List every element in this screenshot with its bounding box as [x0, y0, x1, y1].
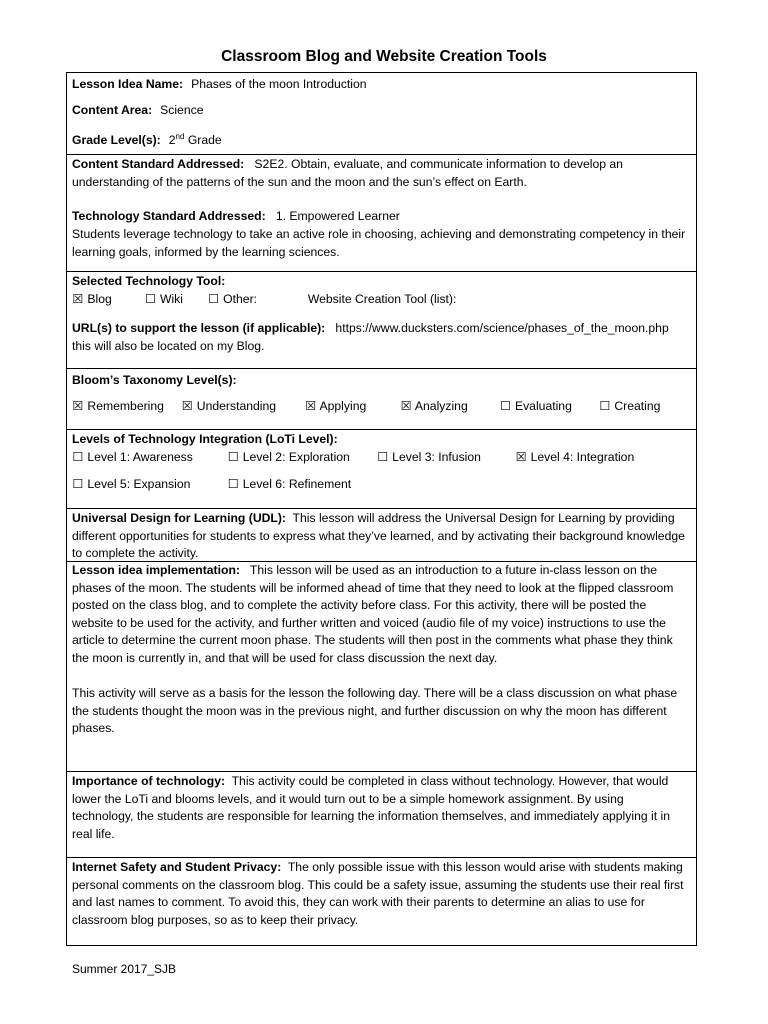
blooms-checkbox[interactable]: ☒	[305, 399, 317, 413]
loti-option-label: Level 1: Awareness	[87, 450, 193, 464]
content-area-value: Science	[160, 103, 204, 117]
footer: Summer 2017_SJB	[72, 962, 177, 976]
loti-checkbox[interactable]: ☐	[72, 450, 84, 464]
blooms-option-label: Creating	[614, 399, 661, 413]
standards-section	[67, 154, 696, 271]
tool-label	[72, 273, 225, 291]
grade-suffix: nd	[175, 132, 185, 141]
safety-value: The only possible issue with this lesson would arise with students making personal comments on the classroom blog. This could be a safety issue, assuming the students use their real first and last names to comment. To avoid this, they can work with their parents to determine an alias to use for classroom blog purposes, so as to keep their privacy.	[72, 860, 684, 927]
lesson-name-row	[72, 76, 367, 94]
blooms-label	[72, 372, 237, 390]
tool-label-text: Selected Technology Tool:	[72, 274, 226, 288]
loti-options-row-1	[72, 449, 634, 467]
content-area-label: Content Area:	[72, 103, 153, 117]
blooms-checkbox[interactable]: ☒	[72, 399, 84, 413]
url-note: this will also be located on my Blog.	[72, 339, 265, 353]
grade-number: 2	[168, 133, 176, 148]
safety-section	[67, 857, 696, 945]
implementation-text-2: This activity will serve as a basis for the lesson the following day. There will be a class discussion on what phase the students thought the moon was in the previous night, and further discussion on why the moon has different phases.	[72, 686, 678, 736]
blooms-checkbox[interactable]: ☐	[500, 399, 512, 413]
lesson-name-label: Lesson Idea Name:	[72, 77, 184, 91]
tool-section	[67, 271, 696, 368]
lesson-info-section	[67, 73, 696, 154]
loti-checkbox[interactable]: ☒	[515, 450, 527, 464]
blooms-checkbox[interactable]: ☐	[599, 399, 611, 413]
blooms-options-row	[72, 398, 660, 416]
loti-option-label: Level 5: Expansion	[87, 477, 191, 491]
blooms-option-label: Applying	[319, 399, 367, 413]
loti-option-label: Level 3: Infusion	[392, 450, 481, 464]
content-standard-label: Content Standard Addressed:	[72, 157, 245, 171]
loti-options-row-2	[72, 476, 351, 494]
loti-option-label: Level 2: Exploration	[242, 450, 350, 464]
other-checkbox[interactable]: ☐	[208, 292, 220, 306]
tech-standard-label: Technology Standard Addressed:	[72, 209, 266, 223]
loti-checkbox[interactable]: ☐	[227, 450, 239, 464]
content-area-row	[72, 102, 203, 120]
implementation-label: Lesson idea implementation:	[72, 563, 240, 577]
url-label: URL(s) to support the lesson (if applicable):	[72, 321, 326, 335]
importance-label: Importance of technology:	[72, 774, 226, 788]
loti-checkbox[interactable]: ☐	[227, 477, 239, 491]
loti-option-label: Level 4: Integration	[530, 450, 635, 464]
loti-checkbox[interactable]: ☐	[72, 477, 84, 491]
importance-text	[72, 773, 688, 843]
other-label: Other:	[223, 292, 258, 306]
blooms-label-text: Bloom’s Taxonomy Level(s):	[72, 373, 237, 387]
udl-section	[67, 508, 696, 561]
lesson-name-value: Phases of the moon Introduction	[191, 77, 367, 91]
blooms-checkbox[interactable]: ☒	[181, 399, 193, 413]
wiki-checkbox[interactable]: ☐	[145, 292, 157, 306]
safety-label: Internet Safety and Student Privacy:	[72, 860, 282, 874]
content-standard	[72, 156, 688, 191]
importance-value: This activity could be completed in class without technology. However, that would lower the LoTi and blooms levels, and it would turn out to be a simple homework assignment. By using technology, the students are responsible for learning the information themselves, and immediately applying it in real life.	[72, 774, 670, 841]
grade-word: Grade	[187, 133, 222, 148]
tech-standard-value: 1. Empowered Learner	[275, 209, 400, 223]
blooms-option-label: Remembering	[87, 399, 164, 413]
page-title: Classroom Blog and Website Creation Tools	[221, 48, 547, 65]
implementation-section	[67, 561, 696, 771]
udl-value: This lesson will address the Universal Design for Learning by providing different opportunities for students to express what they’ve learned, and by activating their background knowledge to complete the activity.	[72, 511, 685, 561]
blog-label: Blog	[87, 292, 112, 306]
loti-section	[67, 429, 696, 508]
importance-section	[67, 771, 696, 857]
website-tool-label: Website Creation Tool (list):	[307, 292, 457, 306]
tech-standard-description: Students leverage technology to take an active role in choosing, achieving and demonstrating competency in their learning goals, informed by the learning sciences.	[72, 227, 686, 259]
blooms-option-label: Evaluating	[514, 399, 572, 413]
loti-checkbox[interactable]: ☐	[377, 450, 389, 464]
blooms-checkbox[interactable]: ☒	[400, 399, 412, 413]
implementation-text	[72, 562, 688, 668]
grade-level-label: Grade Level(s):	[72, 133, 161, 148]
loti-label-text: Levels of Technology Integration (LoTi Level):	[72, 432, 338, 446]
blog-checkbox[interactable]: ☒	[72, 292, 84, 306]
url-link[interactable]: https://www.ducksters.com/science/phases_of_the_moon.php	[335, 321, 669, 335]
blooms-option-label: Analyzing	[414, 399, 468, 413]
loti-label	[72, 431, 338, 449]
implementation-value: This lesson will be used as an introduction to a future in-class lesson on the phases of the moon. The students will be informed ahead of time that they need to look at the flipped classroom posted on the class blog, and to complete the activity before class. For this activity, there will be posted the website to be used for the activity, and further written and voiced (audio file of my voice) instructions to use the article to determine the current moon phase. The students will then post in the comments what phase they think the moon is currently in, and that will be used for class discussion the next day.	[72, 563, 674, 665]
content-standard-value: S2E2. Obtain, evaluate, and communicate information to develop an understanding of the patterns of the sun and the moon and the sun’s effect on Earth.	[72, 157, 623, 189]
url-row	[72, 320, 669, 338]
udl-text	[72, 510, 688, 563]
udl-label: Universal Design for Learning (UDL):	[72, 511, 286, 525]
safety-text	[72, 859, 688, 929]
blooms-option-label: Understanding	[196, 399, 277, 413]
grade-level-row	[72, 128, 222, 150]
tech-standard-row	[72, 208, 400, 226]
lesson-plan-table	[66, 72, 697, 946]
tool-options-row	[72, 291, 456, 309]
loti-option-label: Level 6: Refinement	[242, 477, 352, 491]
blooms-section	[67, 368, 696, 429]
wiki-label: Wiki	[159, 292, 183, 306]
